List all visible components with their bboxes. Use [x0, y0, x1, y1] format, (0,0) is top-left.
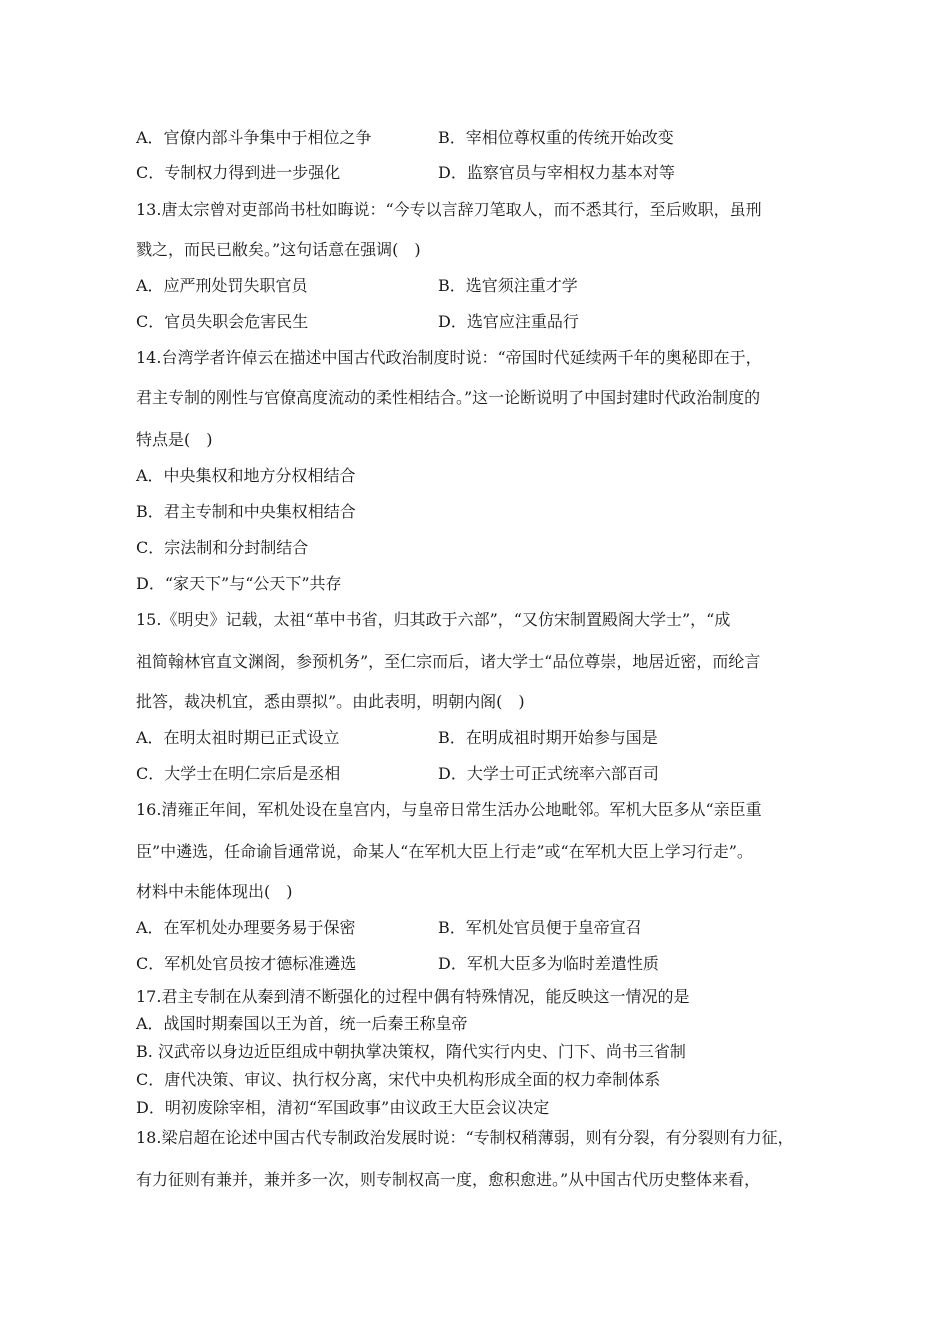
q17-option-b: B. 汉武帝以身边近臣组成中朝执掌决策权，隋代实行内史、门下、尚书三省制 — [136, 1042, 686, 1061]
q15-option-d: D．大学士可正式统率六部百司 — [438, 764, 659, 783]
q12-option-d: D．监察官员与宰相权力基本对等 — [438, 163, 675, 182]
q17-option-c: C．唐代决策、审议、执行权分离，宋代中央机构形成全面的权力牵制体系 — [136, 1070, 661, 1089]
q16-stem-line-2: 臣”中遴选，任命谕旨通常说，命某人“在军机大臣上行走”或“在军机大臣上学习行走”。 — [136, 842, 753, 861]
q13-option-b: B．选官须注重才学 — [438, 276, 578, 295]
q14-stem-line-3: 特点是( ) — [136, 430, 213, 449]
q16-option-b: B．军机处官员便于皇帝宣召 — [438, 918, 642, 937]
q17-option-d: D．明初废除宰相，清初“军国政事”由议政王大臣会议决定 — [136, 1098, 550, 1117]
q16-stem-line-3: 材料中未能体现出( ) — [136, 882, 293, 901]
q14-stem-line-1: 14.台湾学者许倬云在描述中国古代政治制度时说：“帝国时代延续两千年的奥秘即在于， — [136, 348, 762, 367]
q13-option-a: A．应严刑处罚失职官员 — [136, 276, 308, 295]
q16-stem-line-1: 16.清雍正年间，军机处设在皇宫内，与皇帝日常生活办公地毗邻。军机大臣多从“亲臣重 — [136, 800, 762, 819]
q18-stem-line-1: 18.梁启超在论述中国古代专制政治发展时说：“专制权稍薄弱，则有分裂，有分裂则有力征， — [136, 1128, 794, 1147]
q18-stem-line-2: 有力征则有兼并，兼并多一次，则专制权高一度，愈积愈进。”从中国古代历史整体来看， — [136, 1170, 761, 1189]
q14-option-c: C．宗法制和分封制结合 — [136, 538, 309, 557]
q12-option-b: B．宰相位尊权重的传统开始改变 — [438, 128, 674, 147]
q17-option-a: A．战国时期秦国以王为首，统一后秦王称皇帝 — [136, 1014, 468, 1033]
q15-option-a: A．在明太祖时期已正式设立 — [136, 728, 340, 747]
q14-option-d: D．“家天下”与“公天下”共存 — [136, 574, 342, 593]
q13-stem-line-1: 13.唐太宗曾对吏部尚书杜如晦说：“今专以言辞刀笔取人，而不悉其行，至后败职，虽刑 — [136, 200, 762, 219]
q12-option-a: A．官僚内部斗争集中于相位之争 — [136, 128, 372, 147]
q13-option-c: C．官员失职会危害民生 — [136, 312, 309, 331]
q16-option-d: D．军机大臣多为临时差遣性质 — [438, 954, 659, 973]
q15-option-c: C．大学士在明仁宗后是丞相 — [136, 764, 341, 783]
q15-option-b: B．在明成祖时期开始参与国是 — [438, 728, 658, 747]
q13-stem-line-2: 戮之，而民已敝矣。”这句话意在强调( ) — [136, 240, 421, 259]
q17-stem: 17.君主专制在从秦到清不断强化的过程中偶有特殊情况，能反映这一情况的是 — [136, 987, 690, 1006]
q13-option-d: D．选官应注重品行 — [438, 312, 579, 331]
q14-stem-line-2: 君主专制的刚性与官僚高度流动的柔性相结合。”这一论断说明了中国封建时代政治制度的 — [136, 388, 761, 407]
q12-option-c: C．专制权力得到进一步强化 — [136, 163, 341, 182]
q15-stem-line-3: 批答，裁决机宜，悉由票拟”。由此表明，明朝内阁( ) — [136, 692, 525, 711]
q15-stem-line-2: 祖简翰林官直文渊阁，参预机务”，至仁宗而后，诸大学士“品位尊崇，地居近密，而纶言 — [136, 652, 761, 671]
q14-option-a: A．中央集权和地方分权相结合 — [136, 466, 356, 485]
q16-option-a: A．在军机处办理要务易于保密 — [136, 918, 356, 937]
q14-option-b: B．君主专制和中央集权相结合 — [136, 502, 356, 521]
q16-option-c: C．军机处官员按才德标准遴选 — [136, 954, 357, 973]
q15-stem-line-1: 15.《明史》记载，太祖“革中书省，归其政于六部”，“又仿宋制置殿阁大学士”，“成 — [136, 610, 731, 629]
